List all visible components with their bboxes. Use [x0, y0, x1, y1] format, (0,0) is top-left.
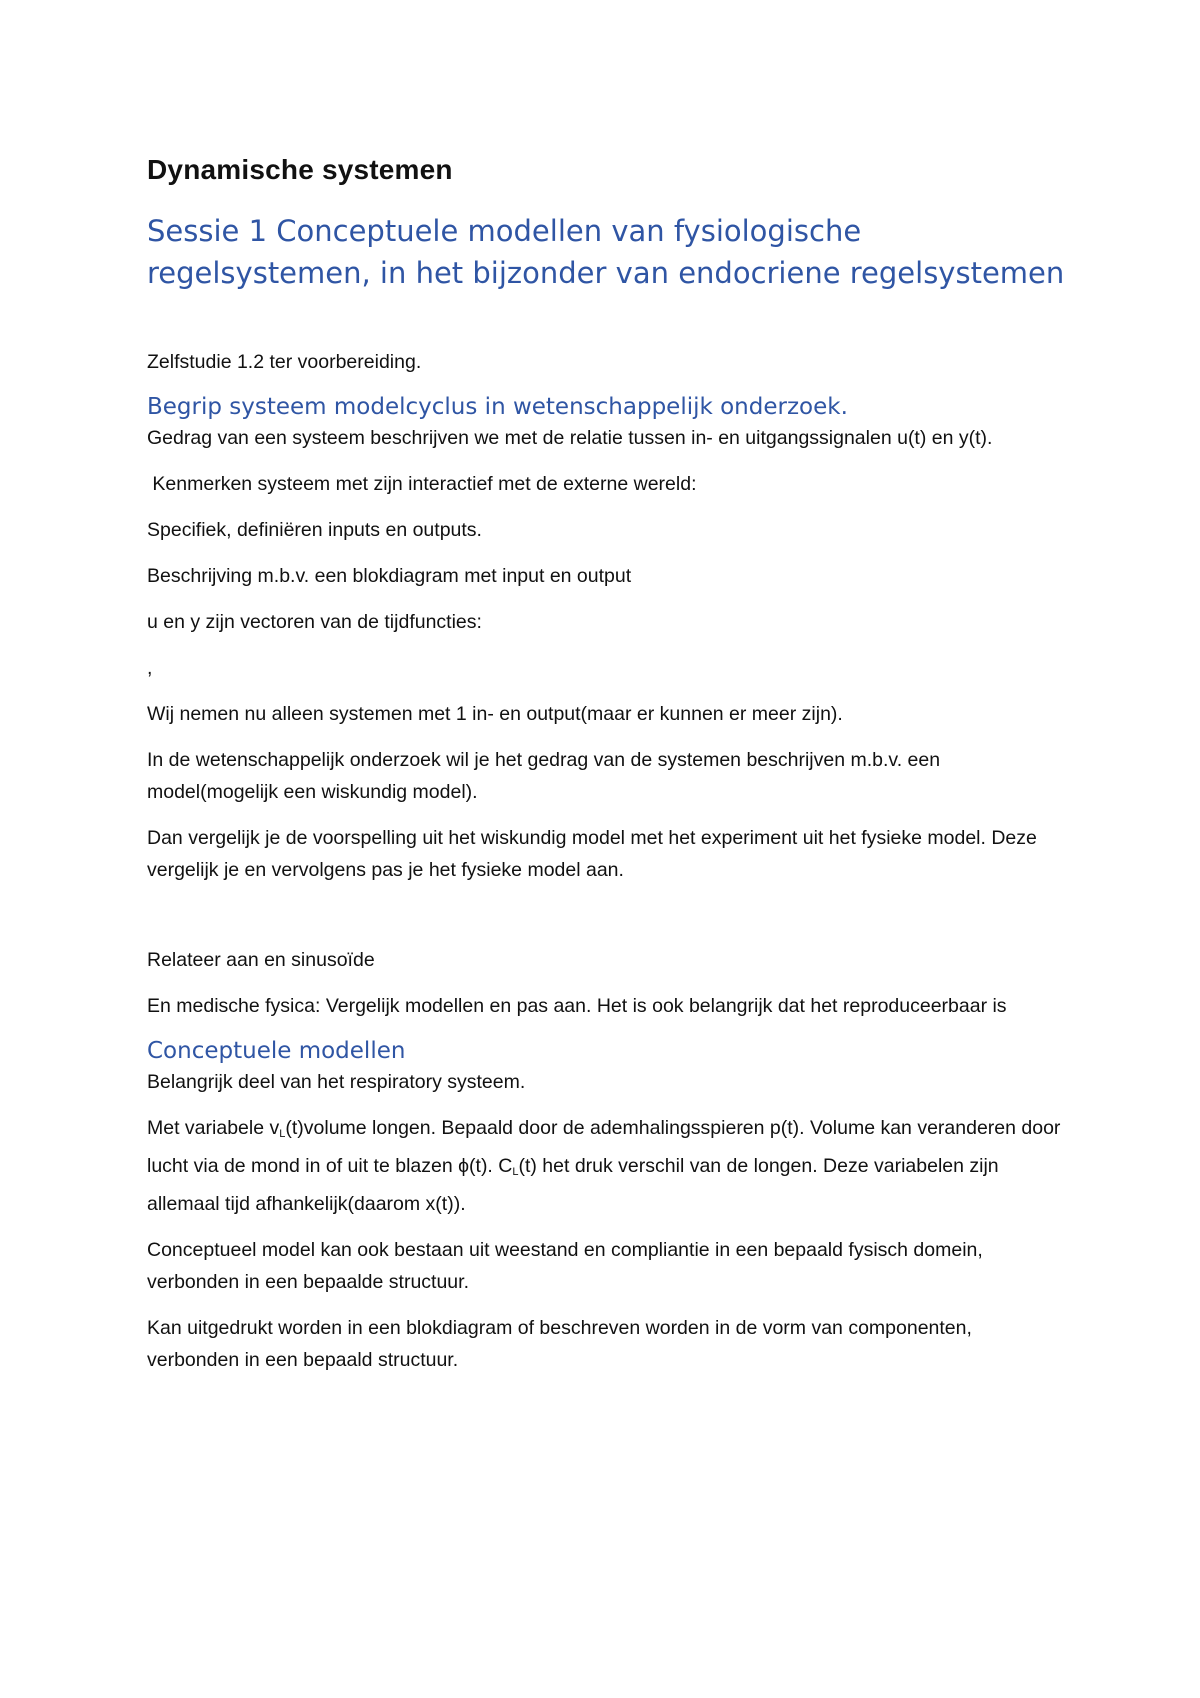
paragraph-beschrijving: Beschrijving m.b.v. een blokdiagram met input en output — [147, 565, 632, 587]
paragraph-kan: Kan uitgedrukt worden in een blokdiagram of beschreven worden in de vorm van componenten, verbonden in een bepaald structuur. — [147, 1317, 972, 1371]
paragraph-met-variabele — [147, 1112, 1067, 1220]
paragraph-vectoren: u en y zijn vectoren van de tijdfuncties: — [147, 611, 482, 633]
paragraph-vergelijk: Dan vergelijk je de voorspelling uit het wiskundig model met het experiment uit het fysieke model. Deze vergelijk je en vervolgens pas je het fysieke model aan. — [147, 827, 1037, 881]
text-run: (t) het druk verschil van de longen. Deze variabelen zijn allemaal tijd afhankelijk(daarom x(t)). — [147, 1155, 999, 1215]
paragraph-comma: , — [147, 657, 153, 679]
paragraph-conceptueel: Conceptueel model kan ook bestaan uit weestand en compliantie in een bepaald fysisch domein, verbonden in een bepaalde structuur. — [147, 1239, 983, 1293]
text-run: Met variabele v — [147, 1117, 280, 1139]
subscript: L — [512, 1166, 519, 1178]
paragraph-zelfstudie: Zelfstudie 1.2 ter voorbereiding. — [147, 351, 422, 373]
blank-line — [147, 900, 1067, 944]
section-heading-begrip: Begrip systeem modelcyclus in wetenschappelijk onderzoek. — [147, 394, 848, 420]
paragraph-wij: Wij nemen nu alleen systemen met 1 in- en output(maar er kunnen er meer zijn). — [147, 703, 843, 725]
document-title: Dynamische systemen — [147, 154, 453, 185]
text-run: (t)volume longen. Bepaald door de ademhalingsspieren p(t). Volume kan veranderen door lucht via de mond in of uit te blazen ϕ(t). C — [147, 1117, 1061, 1177]
paragraph-kenmerken: Kenmerken systeem met zijn interactief met de externe wereld: — [147, 473, 697, 495]
subscript: L — [279, 1128, 286, 1140]
paragraph-specifiek: Specifiek, definiëren inputs en outputs. — [147, 519, 482, 541]
paragraph-gedrag: Gedrag van een systeem beschrijven we met de relatie tussen in- en uitgangssignalen u(t) en y(t). — [147, 427, 993, 449]
paragraph-relateer: Relateer aan en sinusoïde — [147, 949, 375, 971]
session-heading: Sessie 1 Conceptuele modellen van fysiologische regelsystemen, in het bijzonder van endocriene regelsystemen — [147, 214, 1065, 290]
paragraph-medische: En medische fysica: Vergelijk modellen en pas aan. Het is ook belangrijk dat het reproduceerbaar is — [147, 995, 1007, 1017]
paragraph-wetenschap: In de wetenschappelijk onderzoek wil je het gedrag van de systemen beschrijven m.b.v. een model(mogelijk een wiskundig model). — [147, 749, 941, 803]
section-heading-conceptuele-modellen: Conceptuele modellen — [147, 1038, 406, 1064]
paragraph-belangrijk: Belangrijk deel van het respiratory systeem. — [147, 1071, 526, 1093]
document-body — [147, 150, 1067, 1390]
